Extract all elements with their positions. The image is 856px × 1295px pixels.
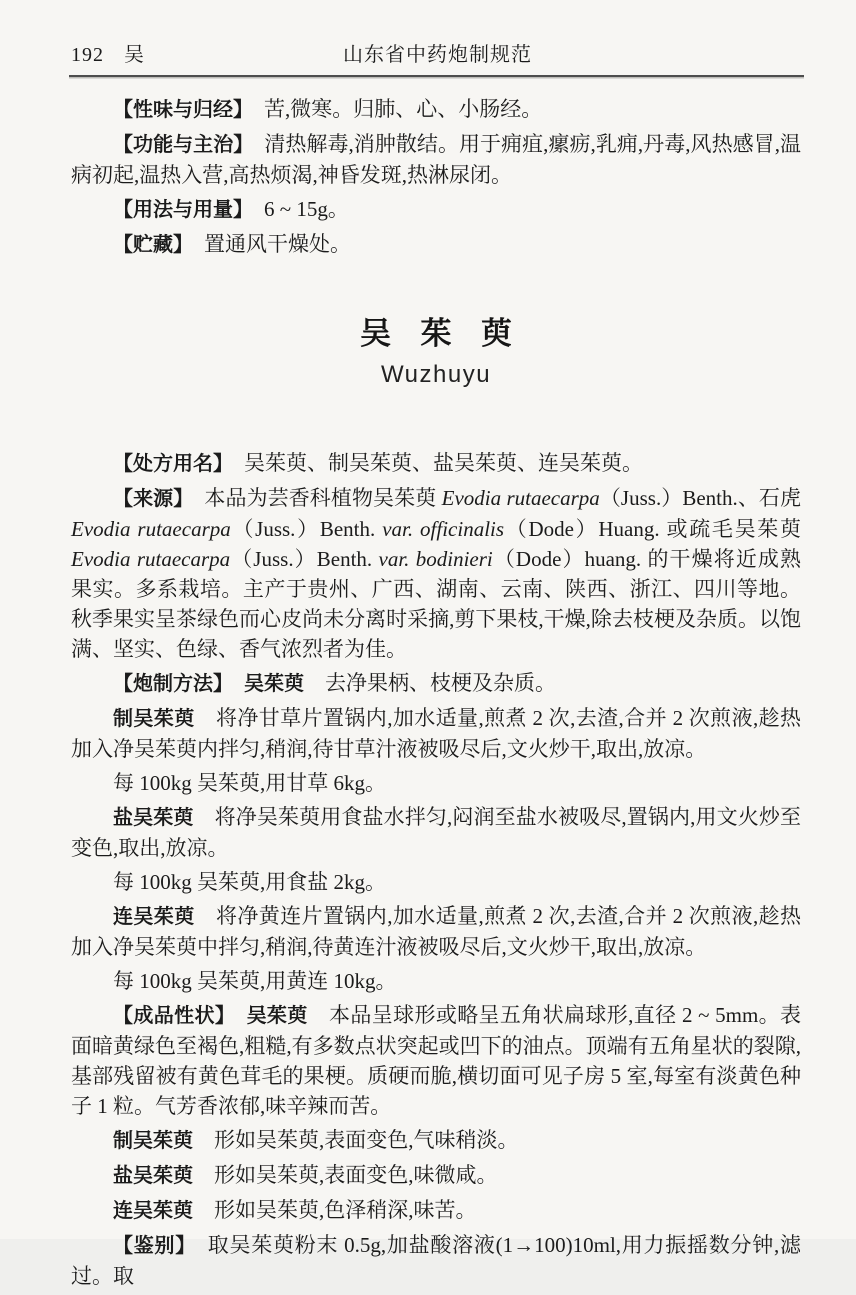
monograph-pinyin: Wuzhuyu	[380, 361, 492, 388]
text-run: 将净甘草片置锅内,加水适量,煎煮 2 次,去渣,合并 2 次煎液,趁热加入净吴茱萸内拌匀,稍润,待甘草汁液被吸尽后,文火炒干,取出,放凉。	[71, 706, 802, 761]
bold-text-run: 【来源】	[113, 488, 184, 510]
bold-text-run: 连吴茱萸	[113, 906, 195, 928]
para-zhi-wuzhuyu	[71, 703, 801, 764]
para-jianbie	[71, 1230, 801, 1291]
text-run: 苦,微寒。归肺、心、小肠经。	[243, 97, 543, 121]
text-run: 每 100kg 吴茱萸,用黄连 10kg。	[113, 969, 397, 993]
text-run: 将净吴茱萸用食盐水拌匀,闷润至盐水被吸尽,置锅内,用文火炒至变色,取出,放凉。	[71, 805, 801, 860]
text-run: （Juss.）Benth.、石虎	[599, 486, 807, 510]
bold-text-run: 【鉴别】	[113, 1235, 186, 1257]
bold-text-run: 【处方用名】	[113, 453, 223, 475]
bold-text-run: 吴茱萸	[244, 673, 304, 695]
italic-text-run: var. officinalis	[382, 517, 505, 541]
text-run: 每 100kg 吴茱萸,用甘草 6kg。	[113, 771, 386, 795]
para-gongneng-zhuzhi	[71, 129, 801, 190]
para-chengpin-zhi	[71, 1125, 801, 1156]
para-lian-fuliao	[71, 966, 801, 996]
text-run: 置通风干燥处。	[183, 232, 351, 256]
text-run: 形如吴茱萸,色泽稍深,味苦。	[193, 1198, 477, 1222]
bold-text-run: 连吴茱萸	[113, 1200, 193, 1222]
para-laiyuan	[71, 483, 807, 664]
text-run: 形如吴茱萸,表面变色,气味稍淡。	[193, 1128, 519, 1152]
para-xingwei-guijing	[71, 94, 801, 125]
para-zhi-fuliao	[71, 768, 801, 798]
italic-text-run: Evodia rutaecarpa	[71, 547, 231, 571]
italic-text-run: var. bodinieri	[378, 547, 493, 571]
bold-text-run: 盐吴茱萸	[113, 807, 194, 829]
text-run: 形如吴茱萸,表面变色,味微咸。	[193, 1163, 498, 1187]
bold-text-run: 【炮制方法】	[113, 673, 223, 695]
text-run: 本品呈球形或略呈五角状扁球形,直径 2 ~ 5mm。表面暗黄绿色至褐色,粗糙,有多数点状突起或凹下的油点。顶端有五角星状的裂隙,基部残留被有黄色茸毛的果梗。质硬而脆,横切面可见子房 5 室,每室有淡黄色种子 1 粒。气芳香浓郁,味辛辣而苦。	[71, 1003, 802, 1118]
bold-text-run: 【贮藏】	[113, 234, 183, 256]
bold-text-run: 制吴茱萸	[113, 708, 195, 730]
header-divider	[69, 75, 804, 77]
section-character: 吴	[124, 44, 144, 66]
text-run: 本品为芸香科植物吴茱萸	[183, 486, 442, 510]
para-yongfa-yongliang	[71, 194, 801, 225]
para-chengpin-yan	[71, 1160, 801, 1191]
text-run: （Dode）huang. 的干燥将近成熟果实。多系栽培。主产于贵州、广西、湖南、云南、陕西、浙江、四川等地。秋季果实呈茶绿色而心皮尚未分离时采摘,剪下果枝,干燥,除去枝梗及杂质。以饱满、坚实、色绿、香气浓烈者为佳。	[71, 547, 801, 661]
text-run: （Juss.）Benth.	[230, 547, 379, 571]
bold-text-run: 【成品性状】	[113, 1005, 226, 1027]
para-chengpin-lian	[71, 1195, 801, 1226]
monograph-title-block	[71, 314, 801, 390]
italic-text-run: Evodia rutaecarpa	[71, 517, 231, 541]
bold-text-run: 【性味与归经】	[113, 99, 243, 121]
italic-text-run: Evodia rutaecarpa	[441, 486, 600, 510]
book-title: 山东省中药炮制规范	[343, 44, 532, 66]
text-run: 每 100kg 吴茱萸,用食盐 2kg。	[113, 870, 386, 894]
bold-text-run: 【用法与用量】	[113, 199, 243, 221]
text-run: （Juss.）Benth.	[230, 517, 383, 541]
para-chufang-yongming	[71, 448, 801, 479]
text-run	[225, 1003, 246, 1027]
text-run	[223, 671, 244, 695]
para-paozhi-fangfa	[71, 668, 801, 699]
document-body	[71, 94, 807, 1295]
para-chengpin-xingzhuang	[71, 1000, 801, 1121]
page-header	[71, 42, 804, 68]
bold-text-run: 吴茱萸	[246, 1005, 308, 1027]
bold-text-run: 盐吴茱萸	[113, 1165, 193, 1187]
para-yan-fuliao	[71, 867, 801, 897]
para-yan-wuzhuyu	[71, 802, 801, 863]
bold-text-run: 制吴茱萸	[113, 1130, 193, 1152]
text-run: 清热解毒,消肿散结。用于痈疽,瘰疬,乳痈,丹毒,风热感冒,温病初起,温热入营,高热烦渴,神昏发斑,热淋尿闭。	[71, 132, 802, 187]
bold-text-run: 【功能与主治】	[113, 134, 244, 156]
page-number: 192	[71, 44, 104, 66]
para-zhucang	[71, 229, 801, 260]
text-run: （Dode）Huang. 或疏毛吴茱萸	[504, 517, 807, 541]
monograph-title: 吴茱萸	[360, 316, 542, 351]
text-run: 将净黄连片置锅内,加水适量,煎煮 2 次,去渣,合并 2 次煎液,趁热加入净吴茱萸中拌匀,稍润,待黄连汁液被吸尽后,文火炒干,取出,放凉。	[71, 904, 802, 959]
text-run: 吴茱萸、制吴茱萸、盐吴茱萸、连吴茱萸。	[223, 451, 643, 475]
text-run: 去净果柄、枝梗及杂质。	[304, 671, 556, 695]
para-lian-wuzhuyu	[71, 901, 801, 962]
text-run: 6 ~ 15g。	[243, 197, 349, 221]
text-run: 取吴茱萸粉末 0.5g,加盐酸溶液(1→100)10ml,用力振摇数分钟,滤过。取	[71, 1233, 802, 1288]
